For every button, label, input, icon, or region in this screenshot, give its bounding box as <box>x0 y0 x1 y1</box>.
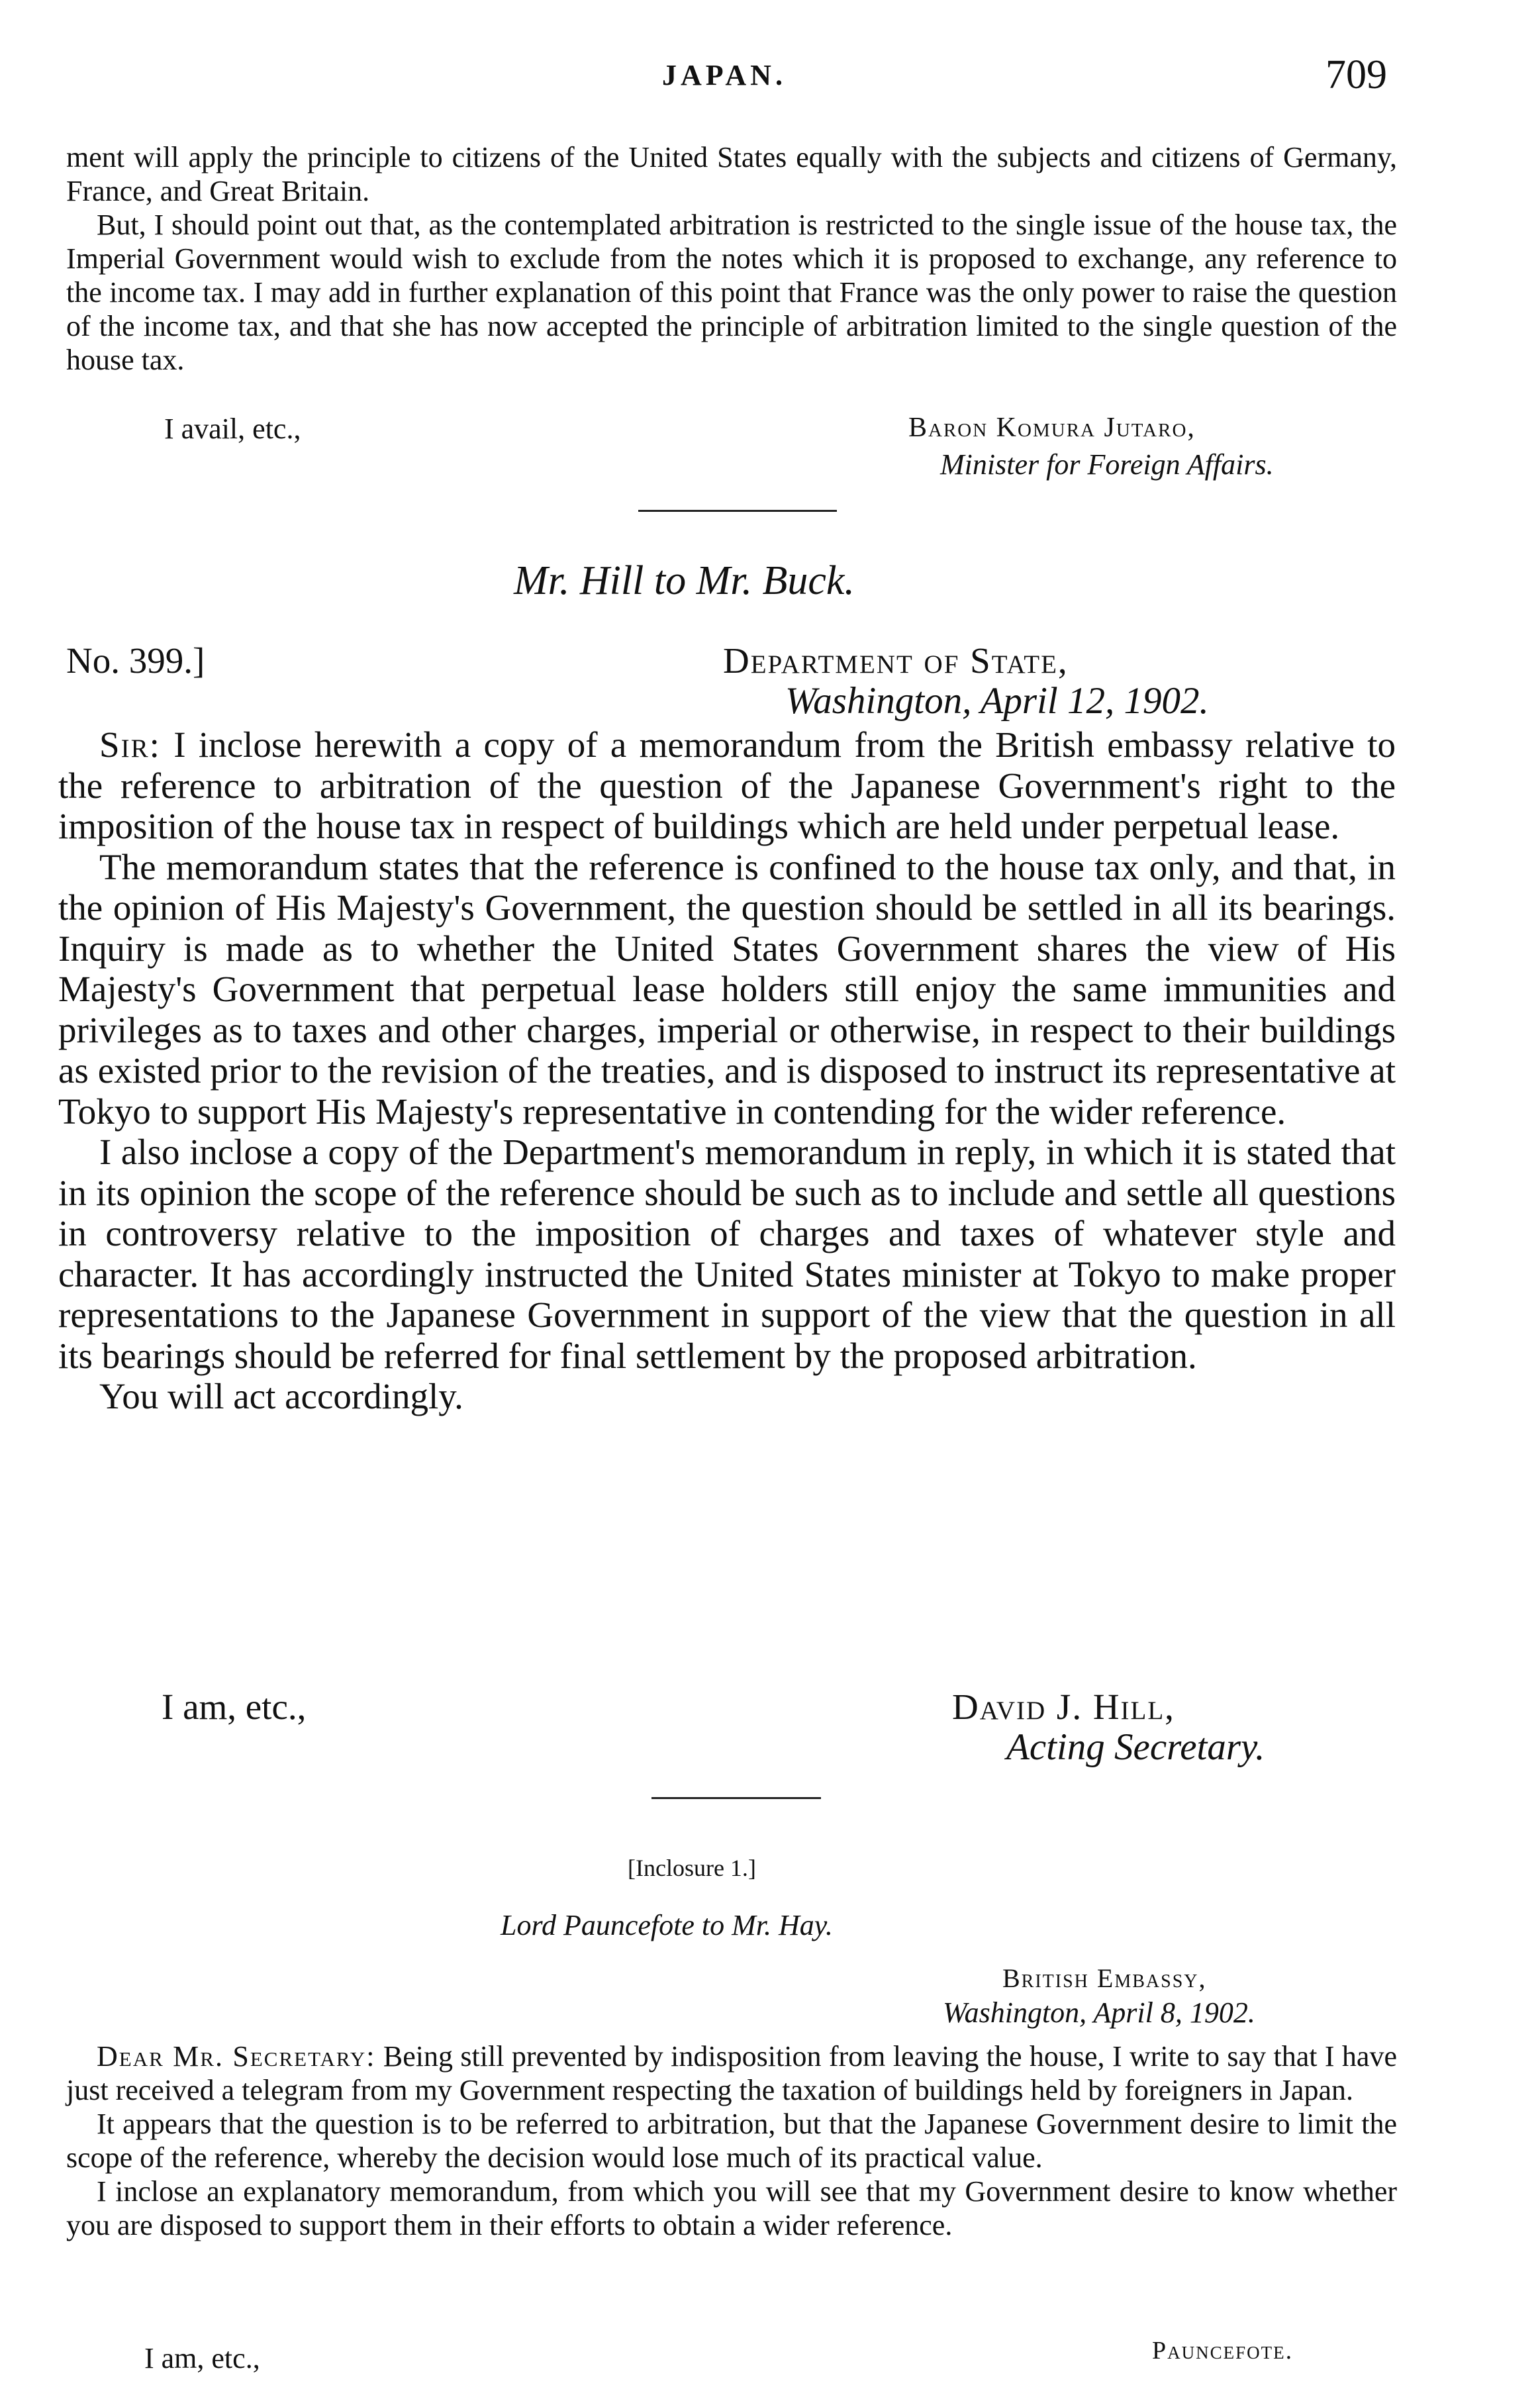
inclosure-place-date: Washington, April 8, 1902. <box>943 1996 1255 2029</box>
dispatch-signer: David J. Hill, <box>952 1687 1175 1727</box>
dispatch-heading: Mr. Hill to Mr. Buck. <box>514 558 855 603</box>
section-divider <box>651 1797 821 1799</box>
inclosure-embassy: British Embassy, <box>1002 1963 1207 1993</box>
prev-letter-signer: Baron Komura Jutaro, <box>908 413 1196 443</box>
inclosure-signer: Pauncefote. <box>1152 2337 1294 2365</box>
dispatch-department: Department of State, <box>723 640 1069 681</box>
prev-letter-signer-title: Minister for Foreign Affairs. <box>940 448 1274 481</box>
dispatch-signer-title: Acting Secretary. <box>1006 1726 1265 1768</box>
inclosure-heading: Lord Pauncefote to Mr. Hay. <box>501 1909 833 1941</box>
dispatch-paragraph: The memorandum states that the reference is confined to the house tax only, and that, in the opinion of His Majesty's Government, the question should be settled in all its bearings. Inquiry is made as to whether the United States Government shares the view of His Majesty's Government that perpetual lease holders still enjoy the same immunities and privileges as to taxes and other charges, imperial or otherwise, in respect to their buildings as existed prior to the revision of the treaties, and is disposed to instruct its representative at Tokyo to support His Majesty's representative in contending for the wider reference. <box>58 846 1396 1132</box>
salutation: Dear Mr. Secretary: <box>97 2040 376 2073</box>
salutation: Sir: <box>99 724 161 765</box>
page-number: 709 <box>1325 52 1387 97</box>
prev-letter-body <box>66 140 1397 377</box>
prev-letter-closing: I avail, etc., <box>164 413 301 445</box>
running-head: JAPAN. <box>662 59 787 91</box>
dispatch-paragraph: You will act accordingly. <box>99 1376 463 1416</box>
dispatch-place-date: Washington, April 12, 1902. <box>785 680 1209 722</box>
inclosure-body <box>66 2039 1397 2242</box>
dispatch-paragraph: Sir: I inclose herewith a copy of a memorandum from the British embassy relative to the reference to arbitration of the question of the Japanese Government's right to the imposition of the house tax in respect of buildings which are held under perpetual lease. <box>58 724 1396 846</box>
inclosure-closing: I am, etc., <box>144 2342 260 2374</box>
inclosure-paragraph: I inclose an explanatory memorandum, from which you will see that my Government desire to know whether you are disposed to support them in their efforts to obtain a wider reference. <box>66 2175 1397 2241</box>
section-divider <box>638 510 837 512</box>
prev-letter-paragraph: But, I should point out that, as the contemplated arbitration is restricted to the single issue of the house tax, the Imperial Government would wish to exclude from the notes which it is proposed to exchange, any reference to the income tax. I may add in further explanation of this point that France was the only power to raise the question of the income tax, and that she has now accepted the principle of arbitration limited to the single question of the house tax. <box>66 209 1397 376</box>
inclosure-paragraph: It appears that the question is to be referred to arbitration, but that the Japanese Government desire to limit the scope of the reference, whereby the decision would lose much of its practical value. <box>66 2108 1397 2174</box>
dispatch-closing: I am, etc., <box>162 1687 307 1727</box>
dispatch-paragraph: I also inclose a copy of the Department's memorandum in reply, in which it is stated that in its opinion the scope of the reference should be such as to include and settle all questions in controversy relative to the imposition of charges and taxes of whatever style and character. It has accordingly instructed the United States minister at Tokyo to make proper representations to the Japanese Government in support of the view that the question in all its bearings should be referred for final settlement by the proposed arbitration. <box>58 1132 1396 1376</box>
dispatch-number: No. 399.] <box>66 640 205 681</box>
prev-letter-paragraph: ment will apply the principle to citizens of the United States equally with the subjects and citizens of Germany, France, and Great Britain. <box>66 141 1397 207</box>
inclosure-label: [Inclosure 1.] <box>628 1855 756 1881</box>
inclosure-paragraph: Dear Mr. Secretary: Being still prevented by indisposition from leaving the house, I write to say that I have just received a telegram from my Government respecting the taxation of buildings held by foreigners in Japan. <box>66 2040 1397 2106</box>
dispatch-body <box>58 724 1396 1417</box>
